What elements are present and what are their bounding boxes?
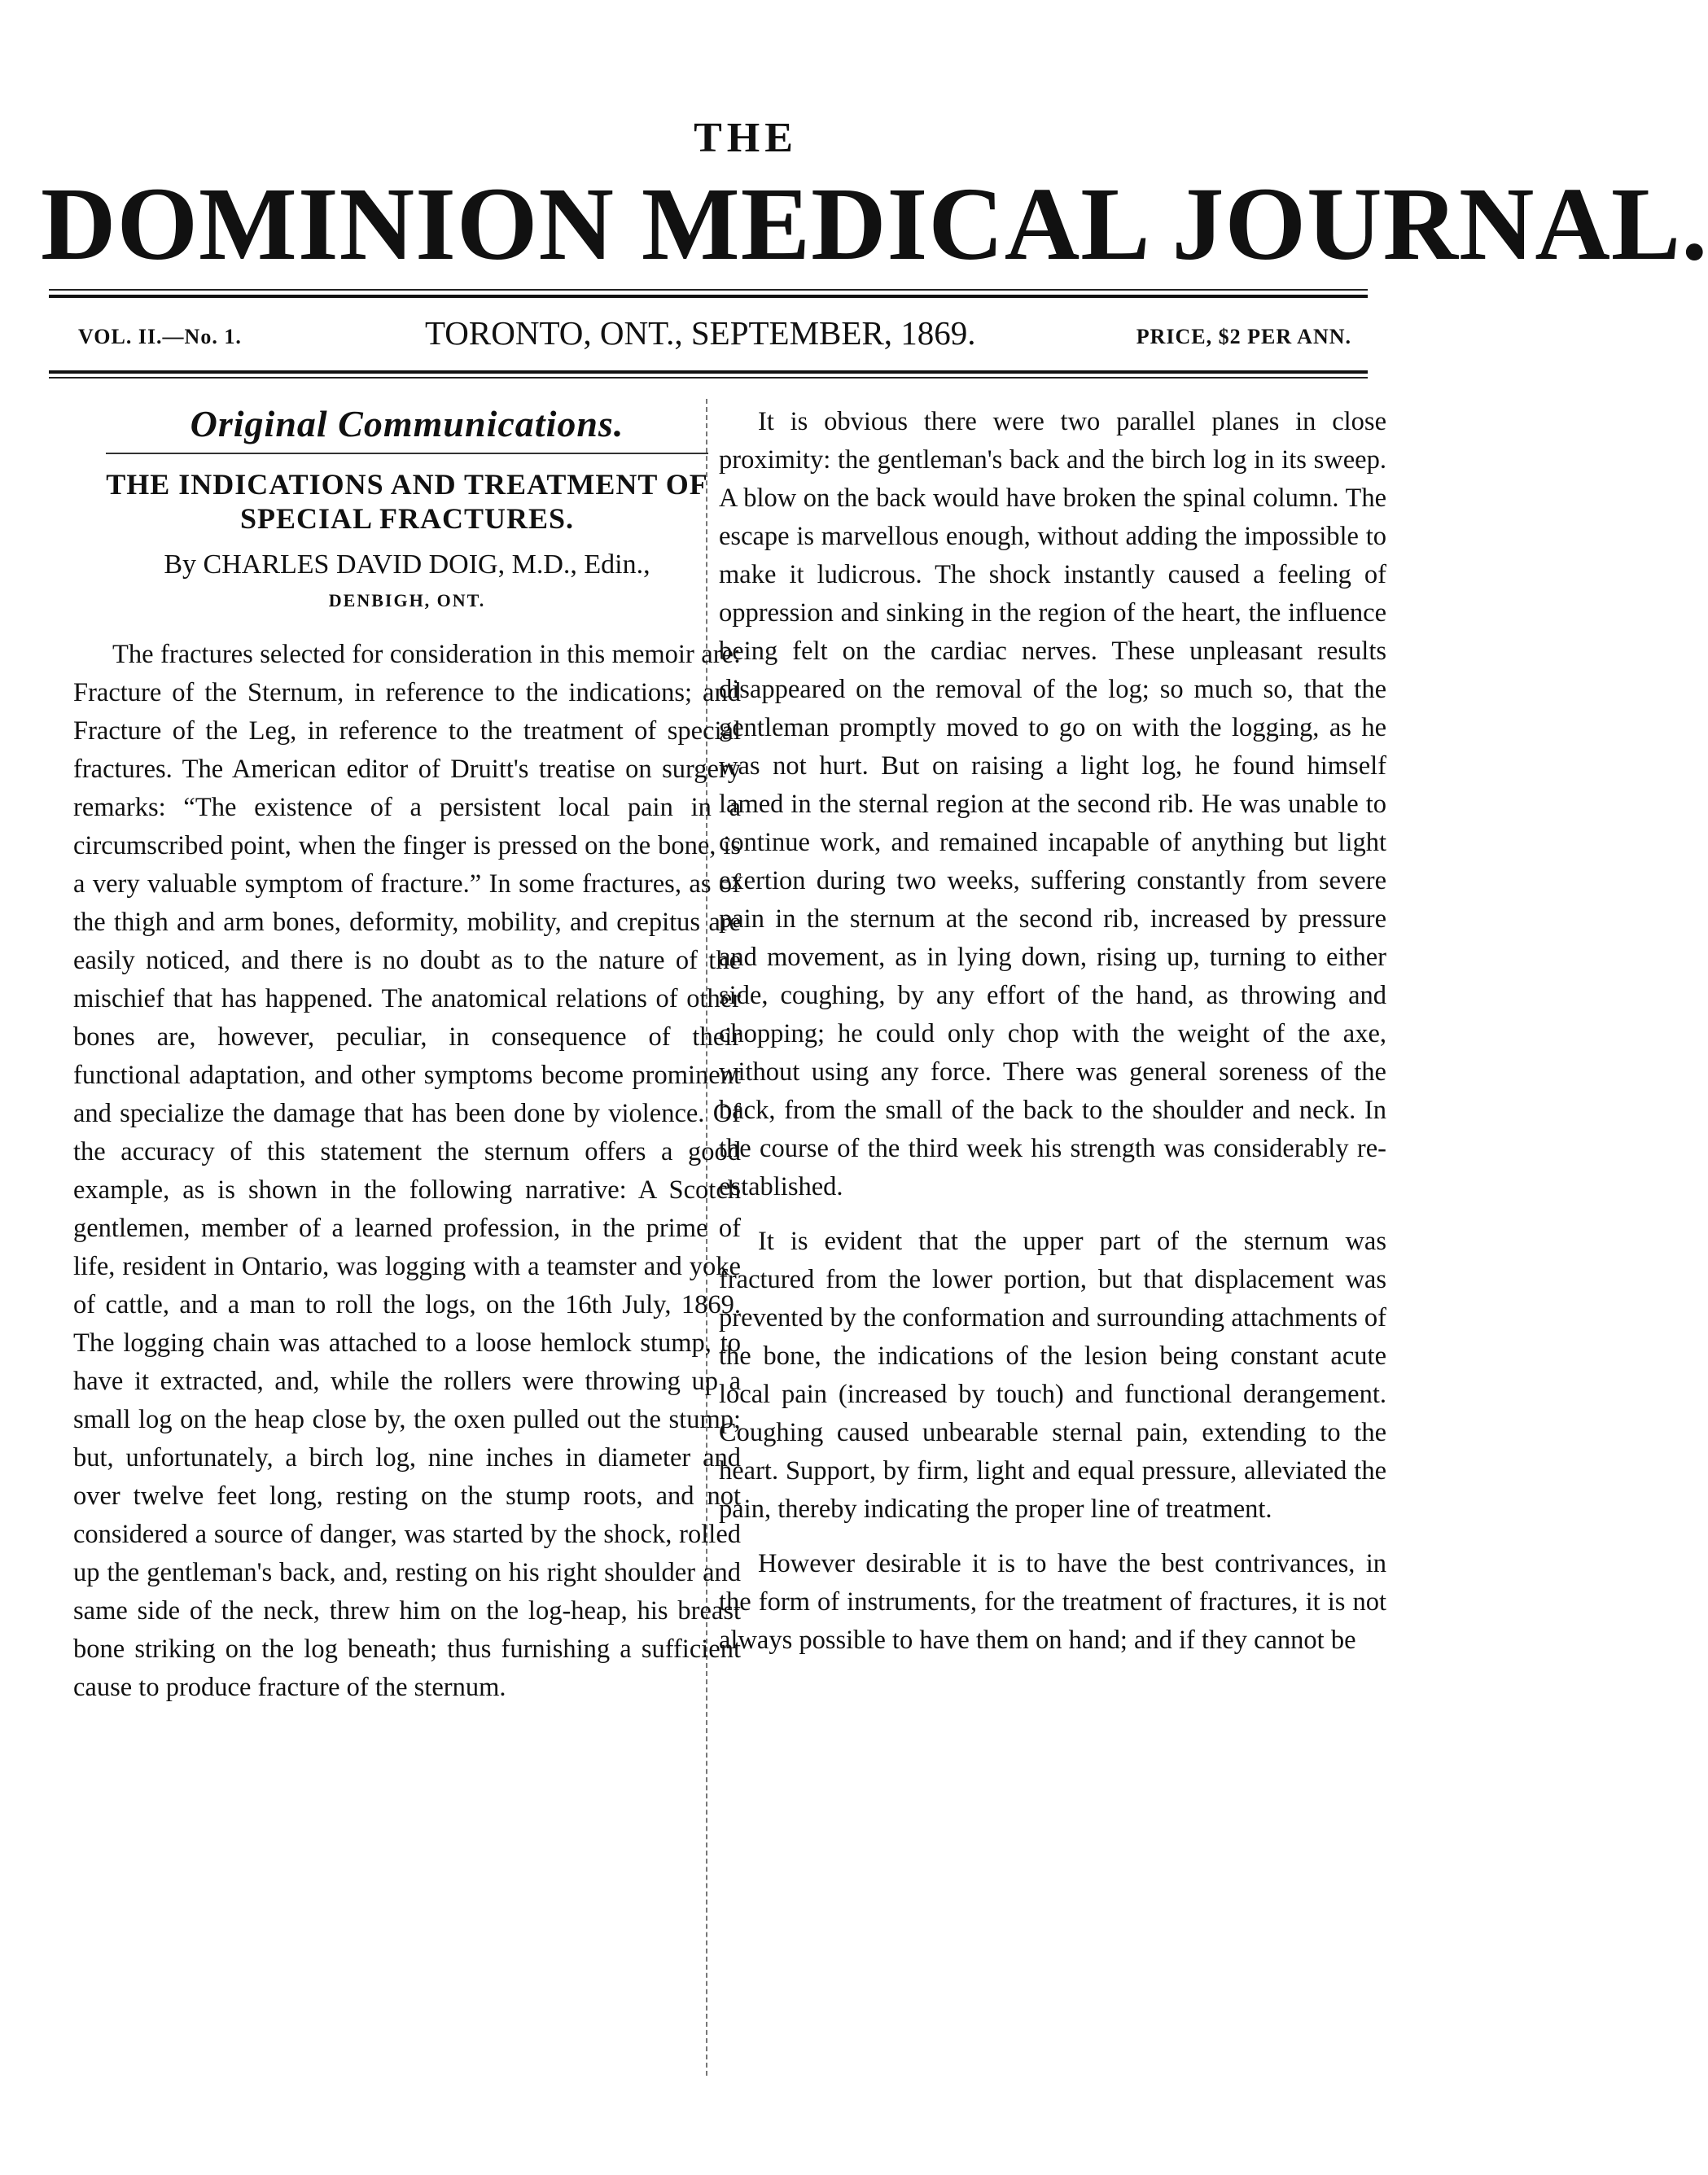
- issue-price: PRICE, $2 PER ANN.: [1136, 325, 1351, 348]
- right-column: [719, 403, 1386, 1660]
- right-paragraph-1: It is obvious there were two parallel planes in close proximity: the gentleman's back and the birch log in its sweep. A blow on the back would have broken the spinal column. The escape is marvellous enough, without adding the impossible to make it ludicrous. The shock instantly caused a feeling of oppression and sinking in the region of the heart, the influence being felt on the cardiac nerves. These unpleasant results disappeared on the removal of the log; so much so, that the gentleman promptly moved to go on with the logging, as he was not hurt. But on raising a light log, he found himself lamed in the sternal region at the second rib. He was unable to continue work, and remained incapable of anything but light exertion during two weeks, suffering constantly from severe pain in the sternum at the second rib, increased by pressure and movement, as in lying down, rising up, turning to either side, coughing, by any effort of the hand, as throwing and chopping; he could only chop with the weight of the axe, without using any force. There was general soreness of the back, from the small of the back to the shoulder and neck. In the course of the third week his strength was considerably re-established.: [719, 407, 1386, 1201]
- right-paragraph-3: However desirable it is to have the best contrivances, in the form of instruments, for the treatment of fractures, it is not always possible to have them on hand; and if they cannot be: [719, 1549, 1386, 1655]
- section-heading: Original Communications.: [190, 403, 624, 444]
- article-byline-place: DENBIGH, ONT.: [328, 590, 486, 610]
- issue-line: [49, 313, 1368, 362]
- issue-rule-bottom: [49, 377, 1368, 379]
- masthead-rule-top-thick: [49, 295, 1368, 298]
- issue-volume: VOL. II.—No. 1.: [78, 325, 242, 348]
- article-byline: By CHARLES DAVID DOIG, M.D., Edin.,: [164, 549, 650, 580]
- left-paragraph-1: The fractures selected for consideration in this memoir are: Fracture of the Sternum, in reference to the indications; and Fracture of the Leg, in reference to the treatment of special fractures. The American editor of Druitt's treatise on surgery remarks: “The existence of a persistent local pain in a circumscribed point, when the finger is pressed on the bone, is a very valuable symptom of fracture.” In some fractures, as of the thigh and arm bones, deformity, mobility, and crepitus are easily noticed, and there is no doubt as to the nature of the mischief that has happened. The anatomical relations of other bones are, however, peculiar, in consequence of their functional adaptation, and other symptoms become prominent and specialize the damage that has been done by violence. Of the accuracy of this statement the sternum offers a good example, as is shown in the following narrative: A Scotch gentlemen, member of a learned profession, in the prime of life, resident in Ontario, was logging with a teamster and yoke of cattle, and a man to roll the logs, on the 16th July, 1869. The logging chain was attached to a loose hemlock stump, to have it extracted, and, while the rollers were throwing up a small log on the heap close by, the oxen pulled out the stump; but, unfortunately, a birch log, nine inches in diameter and over twelve feet long, resting on the stump roots, and not considered a source of danger, was started by the shock, rolled up the gentleman's back, and, resting on his right shoulder and same side of the neck, threw him on the log-heap, his breast bone striking on the log beneath; thus furnishing a sufficient cause to produce fracture of the sternum.: [73, 640, 741, 1702]
- issue-place-date: TORONTO, ONT., SEPTEMBER, 1869.: [425, 314, 976, 352]
- section-rule: [106, 453, 708, 454]
- left-column: [73, 403, 741, 1707]
- right-paragraph-2: It is evident that the upper part of the sternum was fractured from the lower portion, but that displacement was prevented by the conformation and surrounding attachments of the bone, the indications of the lesion being constant acute local pain (increased by touch) and functional derangement. Coughing caused unbearable sternal pain, extending to the heart. Support, by firm, light and equal pressure, alleviated the pain, thereby indicating the proper line of treatment.: [719, 1227, 1386, 1524]
- article-title: THE INDICATIONS AND TREATMENT OF SPECIAL FRACTURES.: [106, 468, 708, 535]
- issue-rule-bottom-thick: [49, 370, 1368, 374]
- masthead-the: THE: [694, 115, 798, 161]
- masthead-title: DOMINION MEDICAL JOURNAL.: [41, 166, 1708, 282]
- masthead-rule-top: [49, 289, 1368, 291]
